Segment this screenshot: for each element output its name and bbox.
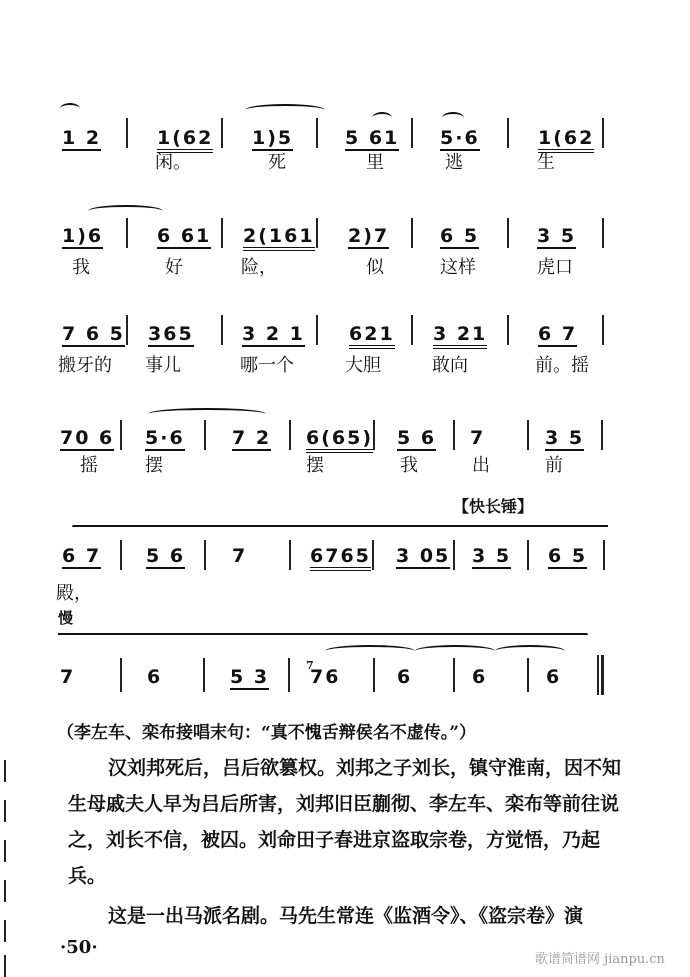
stage-note: （李左车、栾布接唱末句：“真不愧舌辩侯名不虚传。”） [57,723,477,743]
lyric: 前。摇 [535,355,589,376]
bar-line [602,218,604,248]
lyric: 死 [268,152,286,173]
note-group: 5 61 [345,127,400,149]
note-group: 2)7 [348,225,390,247]
slur [372,112,392,124]
lyric: 闲。 [155,152,191,173]
bar-line [288,658,290,692]
note-group: 6(65) [306,428,373,453]
note-group: 1)6 [62,225,104,247]
page-number: ·50· [60,937,98,958]
bar-line [316,315,318,345]
bar-line [289,420,291,450]
bar-line [126,118,128,148]
bar-line [221,315,223,345]
note-group: 365 [148,323,194,345]
bar-line [126,218,128,248]
bar-line [507,315,509,345]
note-group: 5·6 [145,427,185,449]
note-group: 6 [397,666,413,688]
slur [442,112,464,124]
watermark: 歌谱简谱网 jianpu.cn [535,952,665,967]
note-group: 6 [472,666,488,688]
margin-mark [4,880,6,902]
note-group: 6 7 [538,323,578,345]
bar-line [453,540,455,570]
margin-mark [4,800,6,822]
lyric: 大胆 [345,355,381,376]
bar-line [411,118,413,148]
bar-line [527,540,529,570]
note-group: 1 2 [62,127,102,149]
note-group: 5·6 [440,127,480,149]
note-group: 5 6 [146,545,186,567]
bar-line [289,540,291,570]
note-group: 3 2 1 [242,323,305,345]
bar-line [204,540,206,570]
slur [415,645,495,657]
note-group: 76 [310,666,341,688]
bar-line [601,420,603,450]
section-label: 【快长锤】 [453,497,534,516]
bar-line [507,118,509,148]
margin-mark [4,955,6,977]
paragraph: 这是一出马派名剧。马先生常连《监酒令》、《盗宗卷》演 [108,905,584,927]
note-group: 5 6 [397,427,437,449]
bar-line [221,218,223,248]
note-group: 70 6 [60,427,115,449]
note-group: 7 2 [232,427,272,449]
tempo-mark: 慢 [58,609,74,627]
note-group: 3 05 [396,545,451,567]
bar-line [204,420,206,450]
bar-line [411,218,413,248]
bar-line [602,315,604,345]
bar-line [316,218,318,248]
paragraph: 汉刘邦死后，吕后欲篡权。刘邦之子刘长，镇守淮南，因不知生母戚夫人早为吕后所害，刘邦旧臣蒯彻、李左车、栾布等前往说之，刘长不信，被囚。刘命田子春进京盗取宗卷，方觉悟，乃起兵。 [68,757,622,887]
lyric: 事儿 [145,355,181,376]
lyric: 搬牙的 [58,355,112,376]
note-group: 6 5 [548,545,588,567]
bar-line [603,540,605,570]
note-group: 3 5 [537,225,577,247]
note-group: 2(161 [243,226,315,251]
bar-line [373,658,375,692]
slur [60,103,80,115]
note-group: 3 21 [433,324,487,349]
lyric: 摆 [145,455,163,476]
slur [325,645,415,657]
note-group: 1)5 [252,127,294,149]
lyric: 哪一个 [240,355,294,376]
bar-line [316,118,318,148]
bar-line [602,118,604,148]
bar-line [453,420,455,450]
lyric: 前 [545,455,563,476]
margin-mark [4,760,6,782]
grace-note: 7 [306,659,314,672]
note-group: 1(62 [157,128,213,153]
bar-line [411,315,413,345]
note-group: 6 [546,666,562,688]
slur [245,104,325,116]
lyric: 殿， [56,583,92,604]
slur [88,205,163,217]
note-group: 7 [60,666,76,688]
lyric: 出 [472,455,490,476]
lyric: 生 [537,152,555,173]
bar-line [120,540,122,570]
margin-mark [4,840,6,862]
lyric: 摇 [80,455,98,476]
bar-line [507,218,509,248]
note-group: 6 5 [440,225,480,247]
bar-line [203,658,205,692]
bar-line [120,420,122,450]
lyric: 虎口 [537,257,573,278]
slur [148,408,266,420]
slur [495,645,565,657]
lyric: 敢向 [432,355,468,376]
bar-line [527,658,529,692]
note-group: 6 [147,666,163,688]
note-group: 6 61 [157,225,212,247]
bar-line [373,420,375,450]
note-group: 1(62 [538,128,594,153]
note-group: 3 5 [545,427,585,449]
bar-line [120,658,122,692]
bar-line [453,658,455,692]
lyric: 好 [165,257,183,278]
final-bar-line [601,655,604,695]
slur [72,525,608,527]
final-bar-line [597,655,599,695]
bar-line [372,540,374,570]
bar-line [126,315,128,345]
lyric: 这样 [440,257,476,278]
lyric: 摆 [306,455,324,476]
bar-line [221,118,223,148]
lyric: 里 [366,152,384,173]
margin-mark [4,920,6,942]
note-group: 6 7 [62,545,102,567]
lyric: 险， [241,257,277,278]
bar-line [527,420,529,450]
note-group: 7 [232,545,248,567]
note-group: 6765 [310,546,371,571]
lyric: 逃 [445,152,463,173]
note-group: 621 [349,324,395,349]
lyric: 我 [72,257,90,278]
note-group: 7 6 5 [62,323,125,345]
note-group: 7 [470,427,486,449]
lyric: 我 [400,455,418,476]
lyric: 似 [366,257,384,278]
note-group: 5 3 [230,666,270,688]
note-group: 3 5 [472,545,512,567]
slur [58,633,588,635]
